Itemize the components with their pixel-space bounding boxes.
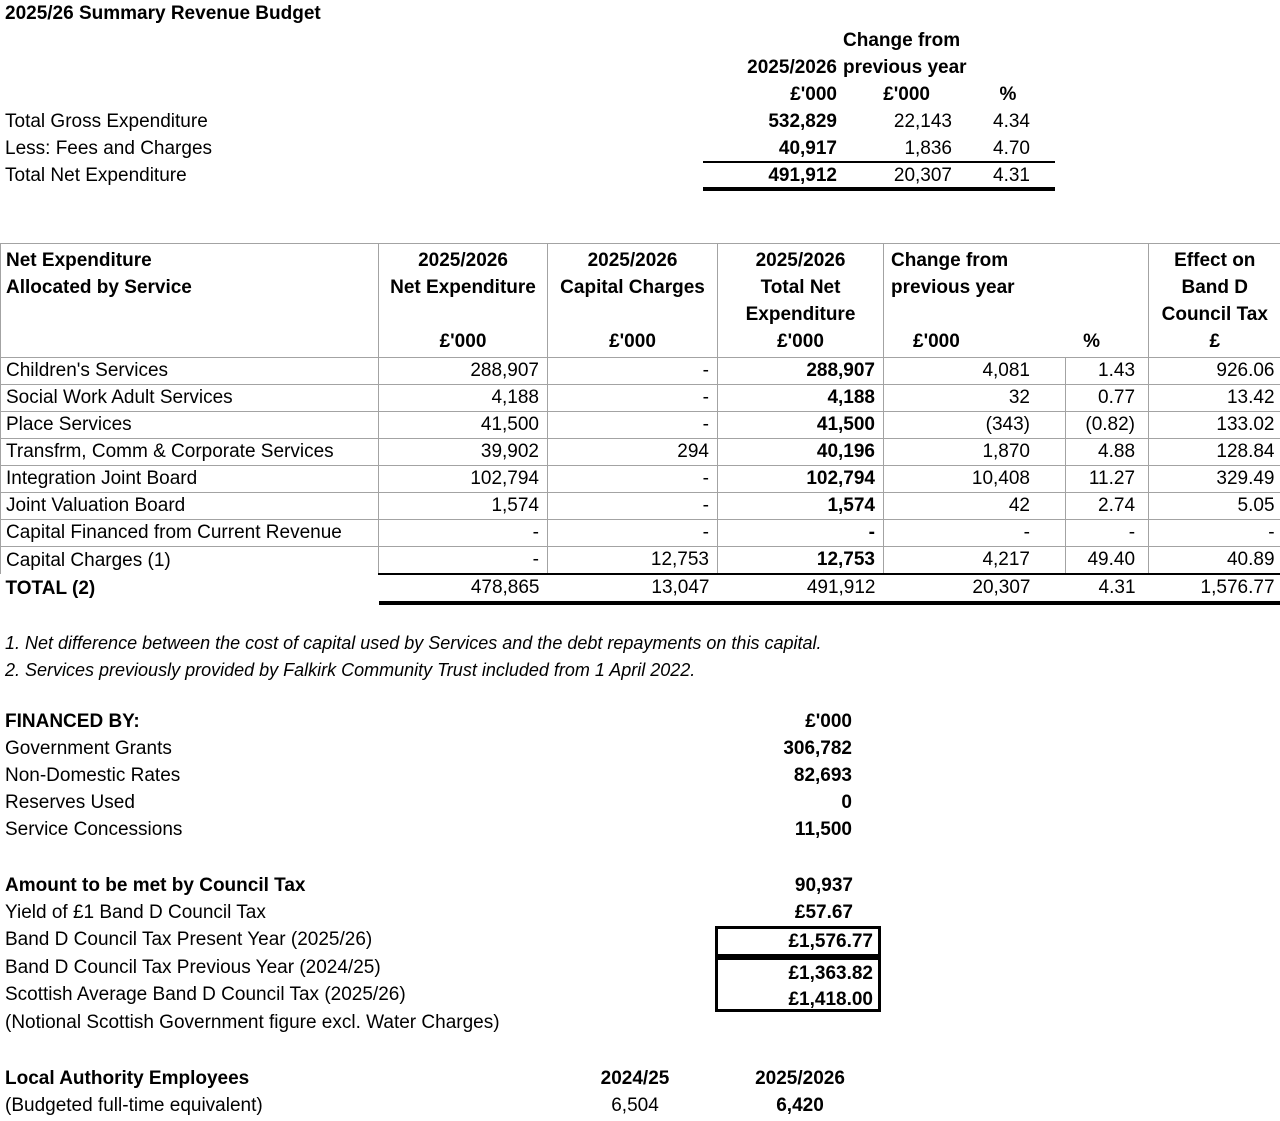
financed-by-unit: £'000	[805, 711, 852, 732]
top-row-amount: 532,829	[768, 111, 837, 132]
row-total: 102,794	[718, 466, 884, 493]
row-label: Transfrm, Comm & Corporate Services	[1, 439, 379, 466]
row-total: 1,574	[718, 493, 884, 520]
service-table-header-row	[1, 244, 1280, 358]
header-change-line1: Change from	[891, 250, 1009, 271]
top-row-amount: 491,912	[768, 165, 837, 186]
top-row-label: Less: Fees and Charges	[5, 138, 213, 159]
header-change-pct: %	[1083, 331, 1101, 352]
row-band-d: -	[1149, 520, 1280, 547]
header-net-unit: £'000	[439, 331, 487, 352]
row-pct: 2.74	[1066, 493, 1149, 520]
row-band-d: 128.84	[1149, 439, 1280, 466]
row-total: 12,753	[718, 547, 884, 575]
table-total-row	[1, 574, 1280, 603]
council-tax-amount-value: 90,937	[794, 875, 853, 896]
header-band-d-unit: £	[1209, 331, 1221, 352]
financed-row-label: Service Concessions	[5, 819, 183, 840]
header-capital-charges	[548, 244, 718, 358]
total-band-d: 1,576.77	[1149, 574, 1280, 603]
header-band-d-line1: Effect on	[1174, 250, 1256, 271]
total-total: 491,912	[718, 574, 884, 603]
financed-row-value: 82,693	[793, 765, 852, 786]
employees-col2-header: 2025/2026	[755, 1068, 845, 1089]
header-total-net	[718, 244, 884, 358]
header-net-title: Net Expenditure	[390, 277, 536, 298]
row-pct: 11.27	[1066, 466, 1149, 493]
row-change: -	[884, 520, 1066, 547]
header-service-label	[1, 244, 379, 358]
employees-val1: 6,504	[611, 1095, 659, 1116]
council-tax-comparison-box	[715, 957, 881, 1012]
row-label: Integration Joint Board	[1, 466, 379, 493]
row-total: 40,196	[718, 439, 884, 466]
council-tax-present-value: £1,576.77	[788, 931, 873, 952]
row-pct: -	[1066, 520, 1149, 547]
row-band-d: 926.06	[1149, 358, 1280, 385]
row-change: 32	[884, 385, 1066, 412]
row-cap: -	[548, 493, 718, 520]
row-cap: -	[548, 358, 718, 385]
top-row-pct: 4.70	[993, 138, 1030, 159]
top-row-pct: 4.31	[993, 165, 1030, 186]
row-pct: 49.40	[1066, 547, 1149, 575]
financed-row-value: 11,500	[794, 819, 852, 840]
total-net: 478,865	[379, 574, 548, 603]
table-row	[1, 547, 1280, 575]
top-row-label: Total Gross Expenditure	[5, 111, 208, 132]
row-cap: 294	[548, 439, 718, 466]
row-label: Children's Services	[1, 358, 379, 385]
top-unit-amount: £'000	[790, 84, 837, 105]
header-cap-unit: £'000	[609, 331, 656, 352]
header-band-d-line2: Band D	[1181, 277, 1249, 298]
header-band-d-line3: Council Tax	[1161, 304, 1268, 325]
row-band-d: 40.89	[1149, 547, 1280, 575]
row-cap: -	[548, 520, 718, 547]
total-pct: 4.31	[1066, 574, 1149, 603]
row-change: 42	[884, 493, 1066, 520]
row-net: 4,188	[379, 385, 548, 412]
row-label: Capital Financed from Current Revenue	[1, 520, 379, 547]
row-pct: 1.43	[1066, 358, 1149, 385]
header-net-year: 2025/2026	[418, 250, 508, 271]
row-net: 288,907	[379, 358, 548, 385]
council-tax-yield-label: Yield of £1 Band D Council Tax	[5, 902, 266, 923]
service-expenditure-table	[0, 243, 1280, 605]
row-change: 10,408	[884, 466, 1066, 493]
footnote-2: 2. Services previously provided by Falkirk Community Trust included from 1 April 2022.	[5, 660, 696, 680]
row-total: 288,907	[718, 358, 884, 385]
row-cap: -	[548, 466, 718, 493]
row-total: 41,500	[718, 412, 884, 439]
council-tax-amount-label: Amount to be met by Council Tax	[5, 875, 306, 896]
council-tax-present-box	[715, 926, 881, 957]
top-table-subtotal-rule	[703, 161, 1055, 163]
row-net: 41,500	[379, 412, 548, 439]
council-tax-scottish-value: £1,418.00	[788, 989, 873, 1010]
row-total: -	[718, 520, 884, 547]
header-tot-unit: £'000	[777, 331, 824, 352]
header-change	[884, 244, 1149, 358]
council-tax-previous-label: Band D Council Tax Previous Year (2024/25)	[5, 957, 381, 978]
council-tax-previous-value: £1,363.82	[788, 963, 873, 984]
council-tax-yield-value: £57.67	[794, 902, 853, 923]
row-net: -	[379, 547, 548, 575]
row-total: 4,188	[718, 385, 884, 412]
header-net-expenditure	[379, 244, 548, 358]
table-row	[1, 520, 1280, 547]
employees-col1-header: 2024/25	[600, 1068, 670, 1089]
employees-val2: 6,420	[776, 1095, 824, 1116]
row-label: Social Work Adult Services	[1, 385, 379, 412]
top-year-header: 2025/2026	[747, 57, 837, 78]
financed-row-value: 0	[841, 792, 852, 813]
page-title: 2025/26 Summary Revenue Budget	[5, 3, 321, 24]
row-change: 1,870	[884, 439, 1066, 466]
row-net: 1,574	[379, 493, 548, 520]
top-unit-pct: %	[999, 84, 1017, 105]
employees-heading: Local Authority Employees	[5, 1068, 250, 1089]
employees-subheading: (Budgeted full-time equivalent)	[5, 1095, 263, 1116]
row-band-d: 133.02	[1149, 412, 1280, 439]
header-service-label-line2: Allocated by Service	[6, 277, 192, 298]
row-cap: 12,753	[548, 547, 718, 575]
header-band-d	[1149, 244, 1280, 358]
top-table-total-rule	[703, 187, 1055, 191]
header-tot-title-line2: Expenditure	[745, 304, 856, 325]
total-label: TOTAL (2)	[5, 577, 96, 599]
row-pct: 4.88	[1066, 439, 1149, 466]
top-row-label: Total Net Expenditure	[5, 165, 187, 186]
header-service-label-line1: Net Expenditure	[6, 250, 152, 271]
council-tax-scottish-label: Scottish Average Band D Council Tax (2025/26)	[5, 984, 406, 1005]
top-row-amount: 40,917	[778, 138, 837, 159]
table-row	[1, 493, 1280, 520]
row-net: 39,902	[379, 439, 548, 466]
financed-row-label: Reserves Used	[5, 792, 135, 813]
row-change: (343)	[884, 412, 1066, 439]
council-tax-note: (Notional Scottish Government figure excl. Water Charges)	[5, 1012, 500, 1033]
top-row-change: 20,307	[893, 165, 952, 186]
financed-row-label: Government Grants	[5, 738, 172, 759]
row-label: Joint Valuation Board	[1, 493, 379, 520]
table-row	[1, 358, 1280, 385]
header-tot-title-line1: Total Net	[760, 277, 841, 298]
top-change-header-line2: previous year	[843, 57, 967, 78]
row-label: Place Services	[1, 412, 379, 439]
header-cap-title: Capital Charges	[560, 277, 705, 298]
top-unit-change: £'000	[883, 84, 930, 105]
table-row	[1, 385, 1280, 412]
row-net: 102,794	[379, 466, 548, 493]
row-change: 4,217	[884, 547, 1066, 575]
council-tax-present-label: Band D Council Tax Present Year (2025/26)	[5, 929, 373, 950]
top-row-change: 22,143	[893, 111, 952, 132]
row-pct: 0.77	[1066, 385, 1149, 412]
top-change-header-line1: Change from	[843, 30, 961, 51]
financed-by-heading: FINANCED BY:	[5, 711, 140, 732]
row-cap: -	[548, 385, 718, 412]
row-band-d: 5.05	[1149, 493, 1280, 520]
top-row-change: 1,836	[904, 138, 952, 159]
table-row	[1, 412, 1280, 439]
row-band-d: 329.49	[1149, 466, 1280, 493]
row-cap: -	[548, 412, 718, 439]
header-change-line2: previous year	[891, 277, 1015, 298]
financed-row-label: Non-Domestic Rates	[5, 765, 181, 786]
table-row	[1, 466, 1280, 493]
total-cap: 13,047	[548, 574, 718, 603]
financed-row-value: 306,782	[783, 738, 852, 759]
row-band-d: 13.42	[1149, 385, 1280, 412]
row-pct: (0.82)	[1066, 412, 1149, 439]
row-net: -	[379, 520, 548, 547]
table-row	[1, 439, 1280, 466]
row-label: Capital Charges (1)	[1, 547, 379, 575]
top-row-pct: 4.34	[993, 111, 1030, 132]
row-change: 4,081	[884, 358, 1066, 385]
header-change-unit: £'000	[913, 331, 960, 352]
footnote-1: 1. Net difference between the cost of capital used by Services and the debt repayments on this capital.	[5, 633, 822, 653]
header-cap-year: 2025/2026	[587, 250, 678, 271]
total-change: 20,307	[884, 574, 1066, 603]
header-tot-year: 2025/2026	[755, 250, 846, 271]
